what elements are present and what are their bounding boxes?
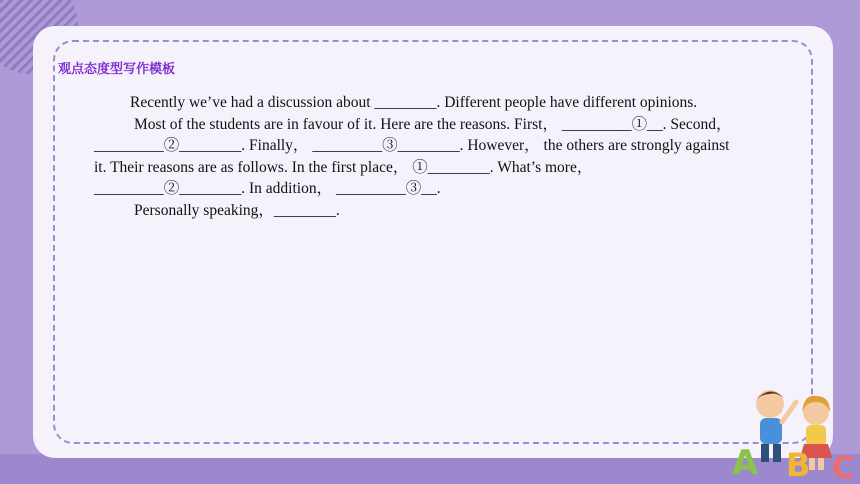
blank-3: _________③________ [312, 137, 460, 154]
body-text: ①________. What’s more， [412, 158, 593, 176]
paragraph-conclusion: Personally speaking，________. [134, 201, 340, 219]
body-text: the others are strongly against it. Their reasons are as follows. In the first place， [94, 137, 730, 176]
svg-text:C: C [832, 451, 855, 480]
kids-abc-illustration [730, 382, 860, 480]
paragraph-body [94, 114, 734, 200]
blank-5: _________③__ [335, 180, 437, 197]
body-text: . Finally， [241, 137, 309, 154]
blank-4: _________②________ [94, 180, 242, 197]
blank-1: _________①__ [561, 115, 663, 133]
body-text: Most of the students are in favour of it. Here are the reasons. First， [134, 115, 558, 133]
body-text: . [436, 180, 441, 197]
body-text: . In addition， [241, 180, 333, 197]
page-title: 观点态度型写作模板 [58, 62, 176, 77]
body-text: . However， [459, 137, 540, 154]
svg-text:B: B [786, 446, 811, 480]
blank-2: _________②________ [94, 137, 242, 154]
template-text [94, 92, 734, 221]
paragraph-intro: Recently we’ve had a discussion about ________. Different people have different opinions. [130, 94, 698, 111]
body-text: . Second， [662, 115, 732, 133]
content-card [33, 26, 833, 458]
svg-text:A: A [732, 443, 759, 480]
